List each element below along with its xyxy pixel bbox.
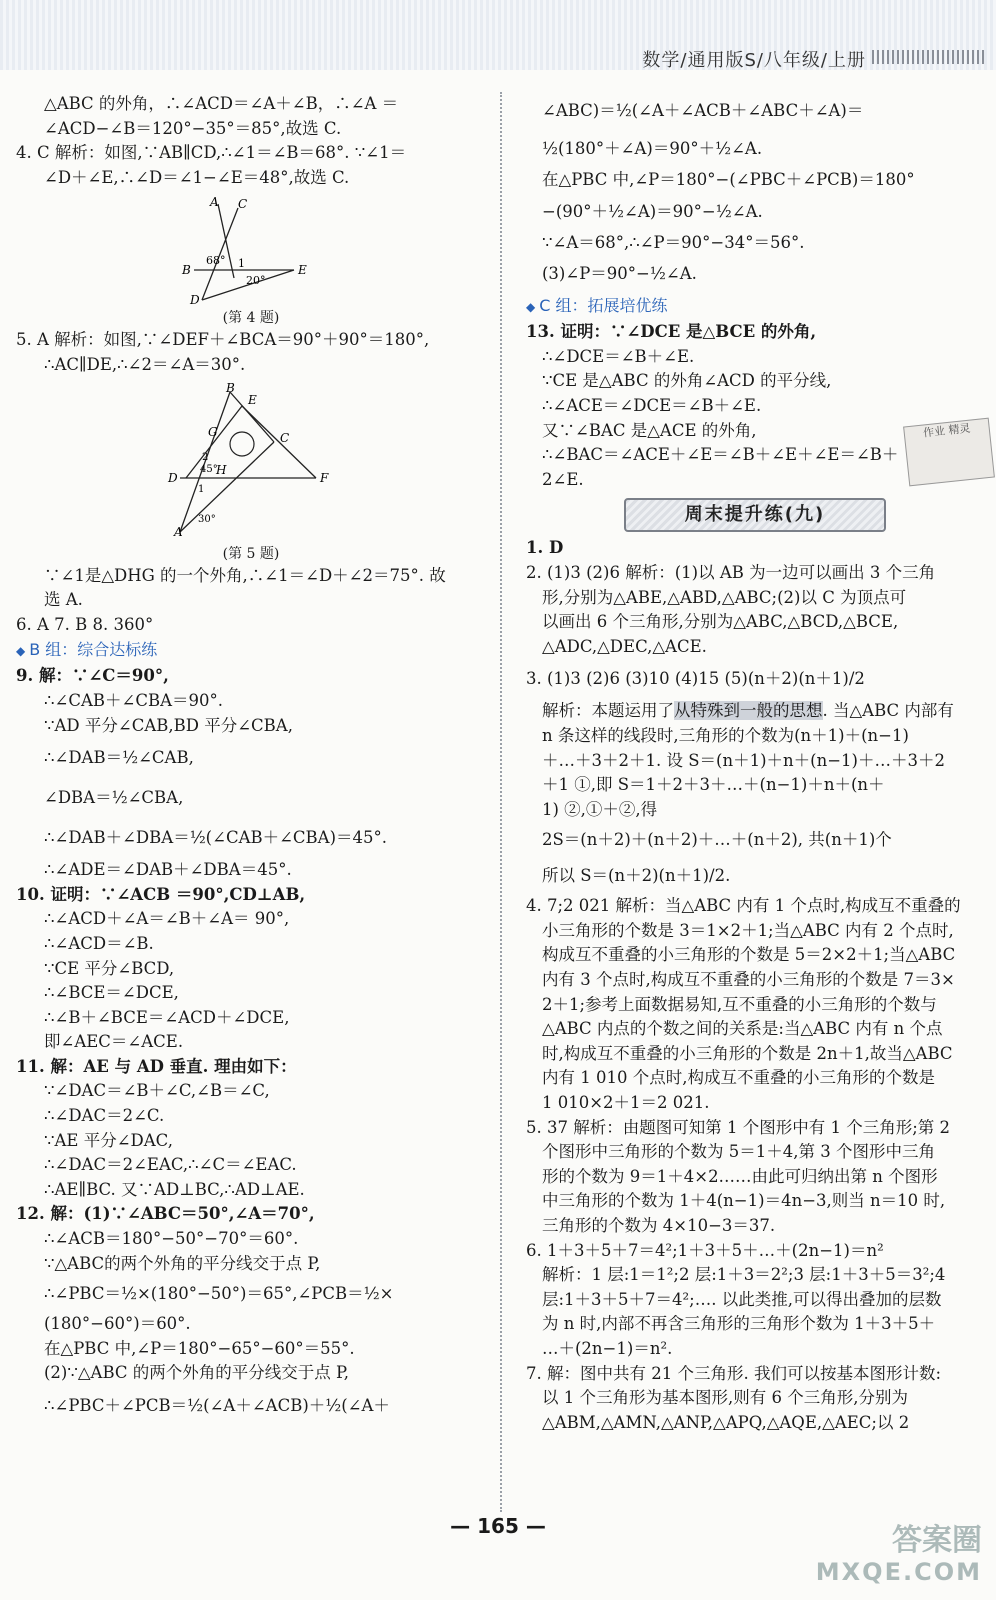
angle-1: 1 bbox=[238, 257, 245, 271]
watermark-url: MXQE.COM bbox=[815, 1558, 982, 1586]
angle-20: 20° bbox=[246, 274, 266, 288]
answer-line: ∵AE 平分∠DAC, bbox=[44, 1130, 173, 1150]
answer-line: ∴∠DAC＝2∠EAC,∴∠C＝∠EAC. bbox=[44, 1155, 297, 1175]
answer-line: ∴∠BCE＝∠DCE, bbox=[44, 983, 179, 1003]
answer-line: ∴∠DAB＝½∠CAB, bbox=[44, 748, 194, 768]
answer-line: 12. 解：(1)∵∠ABC＝50°,∠A＝70°, bbox=[16, 1204, 315, 1224]
answer-line: ∠D＋∠E,∴∠D＝∠1−∠E＝48°,故选 C. bbox=[44, 167, 350, 187]
figure-caption: (第 5 题) bbox=[222, 545, 280, 562]
answer-line: ＋1 ①,即 S＝1＋2＋3＋…＋(n−1)＋n＋(n＋ bbox=[542, 775, 885, 795]
angle-1: 1 bbox=[198, 483, 205, 495]
answer-line: ∴∠ACD＋∠A＝∠B＋∠A＝ 90°, bbox=[44, 909, 290, 929]
right-column bbox=[526, 92, 984, 1435]
answer-line: 5. 37 解析：由题图可知第 1 个图形中有 1 个三角形;第 2 bbox=[526, 1117, 951, 1137]
answer-line: 层:1＋3＋5＋7＝4²;…. 以此类推,可以得出叠加的层数 bbox=[542, 1289, 942, 1309]
answer-line: 三角形的个数为 4×10−3＝37. bbox=[542, 1216, 776, 1235]
answer-line: ∵∠DAC＝∠B＋∠C,∠B＝∠C, bbox=[44, 1081, 270, 1101]
label-D: D bbox=[190, 293, 200, 307]
answer-line: ∴∠PBC＝½×(180°−50°)＝65°,∠PCB＝½× bbox=[44, 1284, 394, 1304]
answer-line: ∠ABC)＝½(∠A＋∠ACB＋∠ABC＋∠A)＝ bbox=[542, 101, 864, 120]
answer-line: ∴∠DCE＝∠B＋∠E. bbox=[542, 346, 695, 366]
answer-line: 1 010×2＋1＝2 021. bbox=[542, 1093, 710, 1113]
answer-line: △ABC 的外角，∴∠ACD＝∠A＋∠B，∴∠A ＝ bbox=[44, 94, 399, 113]
answer-line: ∴∠B＋∠BCE＝∠ACD＋∠DCE, bbox=[44, 1007, 290, 1027]
answer-line: △ADC,△DEC,△ACE. bbox=[542, 636, 707, 656]
stamp-image: 作业 精灵 bbox=[903, 418, 995, 487]
label-D: D bbox=[168, 470, 178, 485]
section-banner: 周末提升练(九) bbox=[624, 498, 886, 532]
answer-line: 2＋1;参考上面数据易知,互不重叠的小三角形的个数与 bbox=[542, 994, 937, 1014]
left-column bbox=[16, 92, 486, 1426]
figure-5-diagram bbox=[166, 382, 336, 542]
header-decoration bbox=[872, 50, 984, 64]
label-C: C bbox=[280, 430, 290, 445]
answer-line: 构成互不重叠的小三角形的个数是 5＝2×2＋1;当△ABC bbox=[542, 945, 956, 965]
answer-line: ∵CE 平分∠BCD, bbox=[44, 958, 175, 978]
answer-line: △ABM,△AMN,△ANP,△APQ,△AQE,△AEC;以 2 bbox=[542, 1412, 910, 1432]
watermark-text: 答案圈 bbox=[892, 1523, 982, 1558]
section-heading-c-label: C 组：拓展培优练 bbox=[539, 296, 668, 316]
watermark bbox=[762, 1523, 982, 1586]
answer-line: 2. (1)3 (2)6 解析：(1)以 AB 为一边可以画出 3 个三角 bbox=[526, 562, 936, 582]
label-E: E bbox=[248, 392, 257, 407]
angle-68: 68° bbox=[206, 254, 226, 268]
answer-line: (180°−60°)＝60°. bbox=[44, 1314, 191, 1334]
page-number: — 165 — bbox=[450, 1514, 546, 1538]
answer-line: ∵△ABC的两个外角的平分线交于点 P, bbox=[44, 1253, 321, 1273]
answer-line: 形,分别为△ABE,△ABD,△ABC;(2)以 C 为顶点可 bbox=[542, 587, 907, 607]
label-G: G bbox=[208, 424, 218, 439]
answer-line: 6. A 7. B 8. 360° bbox=[16, 614, 154, 634]
answer-line: 即∠AEC＝∠ACE. bbox=[44, 1032, 184, 1052]
answer-line: −(90°＋½∠A)＝90°−½∠A. bbox=[542, 201, 763, 221]
label-A: A bbox=[174, 524, 183, 539]
answer-line: ∴AC∥DE,∴∠2＝∠A＝30°. bbox=[44, 354, 246, 374]
label-H: H bbox=[216, 462, 227, 477]
answer-line: 11. 解：AE 与 AD 垂直. 理由如下： bbox=[16, 1056, 297, 1076]
section-heading-b: ◆ B 组：综合达标练 bbox=[16, 640, 158, 660]
answer-line: 以画出 6 个三角形,分别为△ABC,△BCD,△BCE, bbox=[542, 612, 899, 632]
column-divider bbox=[500, 92, 502, 1512]
answer-line: 所以 S＝(n＋2)(n＋1)/2. bbox=[542, 866, 731, 886]
answer-line: 2S＝(n＋2)＋(n＋2)＋…＋(n＋2), 共(n＋1)个 bbox=[542, 830, 892, 850]
book-title: 数学/通用版S/八年级/上册 bbox=[642, 50, 866, 71]
answer-line: ½(180°＋∠A)＝90°＋½∠A. bbox=[542, 139, 763, 158]
answer-line: ∵AD 平分∠CAB,BD 平分∠CBA, bbox=[44, 715, 293, 735]
answer-line: 时,构成互不重叠的小三角形的个数是 2n＋1,故当△ABC bbox=[542, 1043, 953, 1063]
answer-line: 6. 1＋3＋5＋7＝4²;1＋3＋5＋…＋(2n−1)＝n² bbox=[526, 1240, 884, 1260]
answer-line: 2∠E. bbox=[542, 469, 584, 489]
label-E: E bbox=[298, 263, 307, 278]
answer-line: 又∵∠BAC 是△ACE 的外角, bbox=[542, 420, 757, 440]
answer-line: ∴∠ADE＝∠DAB＋∠DBA＝45°. bbox=[44, 860, 292, 880]
answer-line: ∴∠ACE＝∠DCE＝∠B＋∠E. bbox=[542, 395, 762, 415]
answer-line: (2)∵△ABC 的两个外角的平分线交于点 P, bbox=[44, 1363, 350, 1383]
angle-45: 45° bbox=[200, 463, 218, 475]
answer-line: 在△PBC 中,∠P＝180°−(∠PBC＋∠PCB)＝180° bbox=[542, 170, 915, 189]
answer-line: n 条这样的线段时,三角形的个数为(n＋1)＋(n−1) bbox=[542, 725, 909, 745]
section-heading-c: ◆ C 组：拓展培优练 bbox=[526, 296, 668, 316]
answer-line: 4. 7;2 021 解析：当△ABC 内有 1 个点时,构成互不重叠的 bbox=[526, 896, 961, 916]
answer-line: ∴AE∥BC. 又∵AD⊥BC,∴AD⊥AE. bbox=[44, 1179, 305, 1199]
answer-line: ∵∠1是△DHG 的一个外角,∴∠1＝∠D＋∠2＝75°. 故 bbox=[44, 565, 446, 585]
answer-line: 选 A. bbox=[44, 590, 83, 610]
answer-line: 在△PBC 中,∠P＝180°−65°−60°＝55°. bbox=[44, 1338, 355, 1358]
section-heading-b-label: B 组：综合达标练 bbox=[29, 640, 158, 660]
analysis-text: . 当△ABC 内部有 bbox=[822, 701, 954, 721]
answer-line: ∴∠ACB＝180°−50°−70°＝60°. bbox=[44, 1229, 299, 1249]
figure-4-diagram bbox=[176, 194, 326, 306]
label-F: F bbox=[320, 470, 329, 485]
answer-line: ∠ACD−∠B＝120°−35°＝85°,故选 C. bbox=[44, 118, 342, 138]
answer-line: 为 n 时,内部不再含三角形的三角形个数为 1＋3＋5＋ bbox=[542, 1314, 936, 1334]
answer-line: 7. 解：图中共有 21 个三角形. 我们可以按基本图形计数: bbox=[526, 1363, 942, 1383]
angle-30: 30° bbox=[198, 513, 216, 525]
answer-line: ∠DBA＝½∠CBA, bbox=[44, 788, 184, 808]
label-C: C bbox=[238, 197, 248, 212]
answer-line: 10. 证明：∵∠ACB ＝90°,CD⊥AB, bbox=[16, 884, 306, 904]
answer-line: ∴∠BAC＝∠ACE＋∠E＝∠B＋∠E＋∠E＝∠B＋ bbox=[542, 445, 899, 465]
answer-line: 9. 解：∵∠C＝90°, bbox=[16, 666, 169, 686]
answer-line: ∴∠DAB＋∠DBA＝½(∠CAB＋∠CBA)＝45°. bbox=[44, 828, 388, 848]
highlighted-text: 从特殊到一般的思想 bbox=[674, 701, 823, 721]
answer-line: 以 1 个三角形为基本图形,则有 6 个三角形,分别为 bbox=[542, 1388, 908, 1408]
page-header bbox=[0, 0, 996, 70]
answer-line: …＋(2n−1)＝n². bbox=[542, 1338, 673, 1358]
answer-line: 小三角形的个数是 3＝1×2＋1;当△ABC 内有 2 个点时, bbox=[542, 920, 954, 940]
angle-2: 2 bbox=[202, 451, 209, 463]
answer-line: 1. D bbox=[526, 538, 564, 558]
figure-4 bbox=[176, 194, 326, 306]
answer-line: 解析：1 层:1＝1²;2 层:1＋3＝2²;3 层:1＋3＋5＝3²;4 bbox=[542, 1265, 946, 1285]
answer-line: ∵CE 是△ABC 的外角∠ACD 的平分线, bbox=[542, 371, 832, 391]
answer-line: 13. 证明：∵∠DCE 是△BCE 的外角, bbox=[526, 322, 817, 342]
answer-line: 1) ②,①＋②,得 bbox=[542, 799, 658, 819]
answer-line bbox=[526, 699, 984, 724]
answer-line: 中三角形的个数为 1＋4(n−1)＝4n−3,则当 n＝10 时, bbox=[542, 1191, 946, 1211]
answer-line: ∴∠CAB＋∠CBA＝90°. bbox=[44, 690, 223, 710]
answer-line: 内有 1 010 个点时,构成互不重叠的小三角形的个数是 bbox=[542, 1068, 935, 1088]
answer-line: ∴∠PBC＋∠PCB＝½(∠A＋∠ACB)＋½(∠A＋ bbox=[44, 1396, 390, 1415]
figure-caption: (第 4 题) bbox=[222, 310, 280, 327]
answer-line: ∴∠DAC＝2∠C. bbox=[44, 1106, 165, 1126]
answer-line: △ABC 内点的个数之间的关系是:当△ABC 内有 n 个点 bbox=[542, 1019, 943, 1039]
label-A: A bbox=[210, 195, 219, 210]
answer-line: 个图形中三角形的个数为 5＝1＋4,第 3 个图形中三角 bbox=[542, 1142, 935, 1162]
analysis-text: 解析：本题运用了 bbox=[542, 701, 674, 721]
answer-line: 3. (1)3 (2)6 (3)10 (4)15 (5)(n＋2)(n＋1)/2 bbox=[526, 669, 865, 689]
label-B: B bbox=[182, 263, 191, 278]
answer-line: 形的个数为 9＝1＋4×2……由此可归纳出第 n 个图形 bbox=[542, 1166, 938, 1186]
answer-line: ＋…＋3＋2＋1. 设 S＝(n＋1)＋n＋(n−1)＋…＋3＋2 bbox=[542, 750, 945, 770]
label-B: B bbox=[226, 381, 235, 395]
answer-line: ∵∠A＝68°,∴∠P＝90°−34°＝56°. bbox=[542, 232, 805, 252]
figure-5 bbox=[166, 382, 336, 542]
answer-line: 4. C 解析：如图,∵AB∥CD,∴∠1＝∠B＝68°. ∵∠1＝ bbox=[16, 143, 407, 163]
answer-line: 内有 3 个点时,构成互不重叠的小三角形的个数是 7＝3× bbox=[542, 970, 955, 990]
answer-line: ∴∠ACD＝∠B. bbox=[44, 933, 154, 953]
answer-line: (3)∠P＝90°−½∠A. bbox=[542, 264, 697, 284]
answer-line: 5. A 解析：如图,∵∠DEF＋∠BCA＝90°＋90°＝180°, bbox=[16, 330, 430, 350]
